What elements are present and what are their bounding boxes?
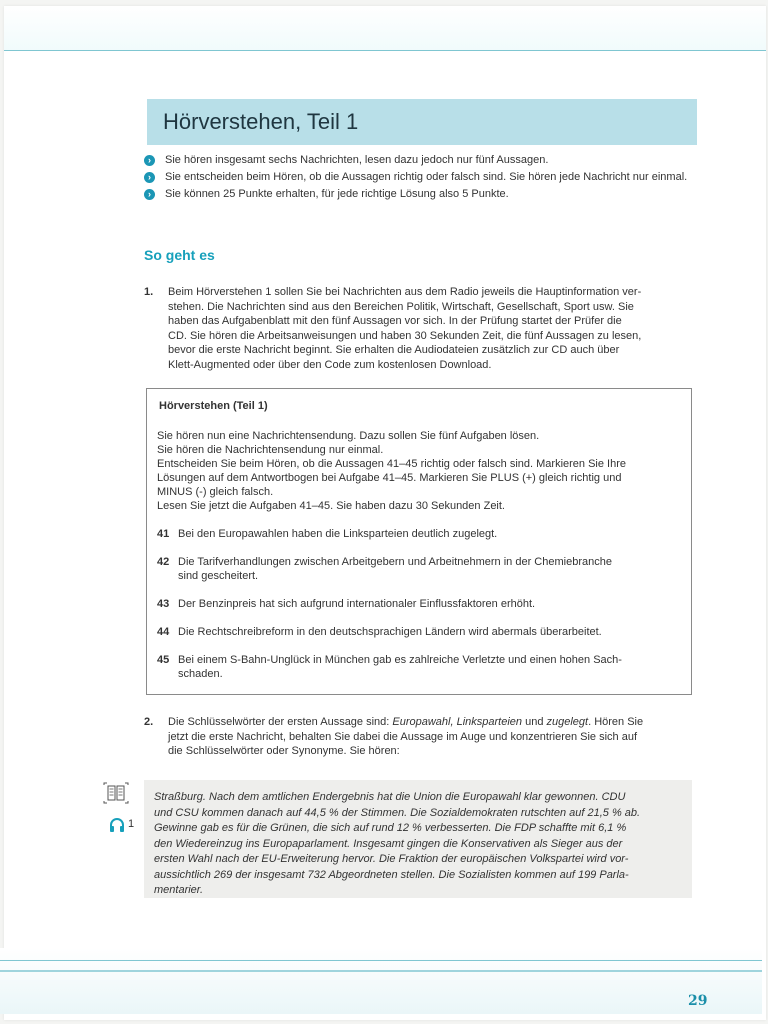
page-title: Hörverstehen, Teil 1: [163, 109, 359, 134]
arrow-right-icon: ›: [144, 155, 155, 166]
step-text: Die Schlüsselwörter der ersten Aussage sind: Europawahl, Linksparteien und zugelegt. Hören Sie jetzt die erste Nachricht, behalten Sie dabei die Aussage im Auge und konzentrieren Sie sich auf die Schlüsselwörter oder Synonyme. Sie hören:: [168, 716, 644, 757]
task-list: [157, 527, 682, 681]
arrow-right-icon: ›: [144, 172, 155, 183]
news-transcript-box: [144, 780, 692, 898]
task-number: 43: [157, 598, 170, 610]
exam-box-title: Hörverstehen (Teil 1): [159, 400, 268, 412]
top-decorative-band: [4, 6, 766, 51]
task-item: 45 Bei einem S-Bahn-Unglück in München gab es zahlreiche Verletzte und einen hohen Sach- schaden.: [157, 654, 622, 680]
task-number: 44: [157, 626, 170, 638]
section-heading: So geht es: [144, 247, 215, 263]
arrow-right-icon: ›: [144, 189, 155, 200]
keywords: Europawahl, Linksparteien: [392, 716, 523, 728]
task-item: 44 Die Rechtschreibreform in den deutschsprachigen Ländern wird abermals überarbeitet.: [157, 626, 602, 638]
news-transcript: Straßburg. Nach dem amtlichen Endergebnis hat die Union die Europawahl klar gewonnen. CDU und CSU kommen danach auf 44,5 % der Stimmen. Die Sozialdemokraten rutschten auf 21,5 % ab. Gewinne gab es für die Grünen, die sich auf rund 12 % verbesserten. Die FDP schaffte mit 6,1 % den Wiedereinzug ins Europaparlament. Insgesamt gingen die Konservativen als Sieger aus der ersten Wahl nach der EU-Erweiterung hervor. Die Fraktion der europäischen Volkspartei wird vor- aussichtlich 269 der insgesamt 732 Abgeordneten stellen. Die Sozialisten kommen auf 199 Parla- mentarier.: [154, 791, 641, 896]
bullet-item: › Sie hören insgesamt sechs Nachrichten, lesen dazu jedoch nur fünf Aussagen.: [144, 153, 704, 169]
audio-track[interactable]: [100, 817, 140, 833]
headphones-icon: [109, 817, 125, 838]
page-number: 29: [688, 993, 708, 1009]
step-number: 2.: [144, 716, 154, 728]
bullet-item: › Sie entscheiden beim Hören, ob die Aussagen richtig oder falsch sind. Sie hören jede Nachricht nur einmal.: [144, 170, 704, 186]
step-1: [144, 285, 696, 372]
keywords: zugelegt: [546, 716, 589, 728]
divider: [0, 970, 762, 972]
task-item: 43 Der Benzinpreis hat sich aufgrund internationaler Einflussfaktoren erhöht.: [157, 598, 536, 610]
bullet-list: [144, 153, 704, 204]
book-icon: [102, 782, 130, 804]
bottom-decorative-band: [0, 948, 762, 1014]
media-icons: [100, 782, 140, 833]
task-item: 42 Die Tarifverhandlungen zwischen Arbeitgebern und Arbeitnehmern in der Chemiebranche sind gescheitert.: [157, 556, 612, 582]
divider: [0, 960, 762, 961]
step-number: 1.: [144, 286, 154, 298]
step-2: [144, 715, 696, 759]
step-text: Beim Hörverstehen 1 sollen Sie bei Nachrichten aus dem Radio jeweils die Hauptinformation ver- stehen. Die Nachrichten sind aus den Bereichen Politik, Wirtschaft, Gesellschaft, Sport usw. Sie haben das Aufgabenblatt mit den fünf Aussagen vor sich. In der Prüfung startet der Prüfer die CD. Sie hören die Arbeitsanweisungen und haben 30 Sekunden Zeit, die fünf Aussagen zu lesen, bevor die erste Nachricht beginnt. Sie erhalten die Audiodateien zusätzlich zur CD auch über Klett-Augmented oder über den Code zum kostenlosen Download.: [168, 286, 642, 371]
task-number: 42: [157, 556, 170, 568]
track-number: 1: [128, 818, 135, 830]
task-item: 41 Bei den Europawahlen haben die Linksparteien deutlich zugelegt.: [157, 528, 498, 540]
exam-instructions: Sie hören nun eine Nachrichtensendung. Dazu sollen Sie fünf Aufgaben lösen. Sie hören die Nachrichtensendung nur einmal. Entscheiden Sie beim Hören, ob die Aussagen 41–45 richtig oder falsch sind. Markieren Sie Ihre Lösungen auf dem Antwortbogen bei Aufgabe 41–45. Markieren Sie PLUS (+) gleich richtig und MINUS (-) gleich falsch. Lesen Sie jetzt die Aufgaben 41–45. Sie haben dazu 30 Sekunden Zeit.: [157, 430, 626, 512]
title-banner: [147, 99, 697, 145]
exam-task-box: [146, 388, 692, 695]
bullet-item: › Sie können 25 Punkte erhalten, für jede richtige Lösung also 5 Punkte.: [144, 187, 704, 203]
task-number: 41: [157, 528, 170, 540]
task-number: 45: [157, 654, 170, 666]
